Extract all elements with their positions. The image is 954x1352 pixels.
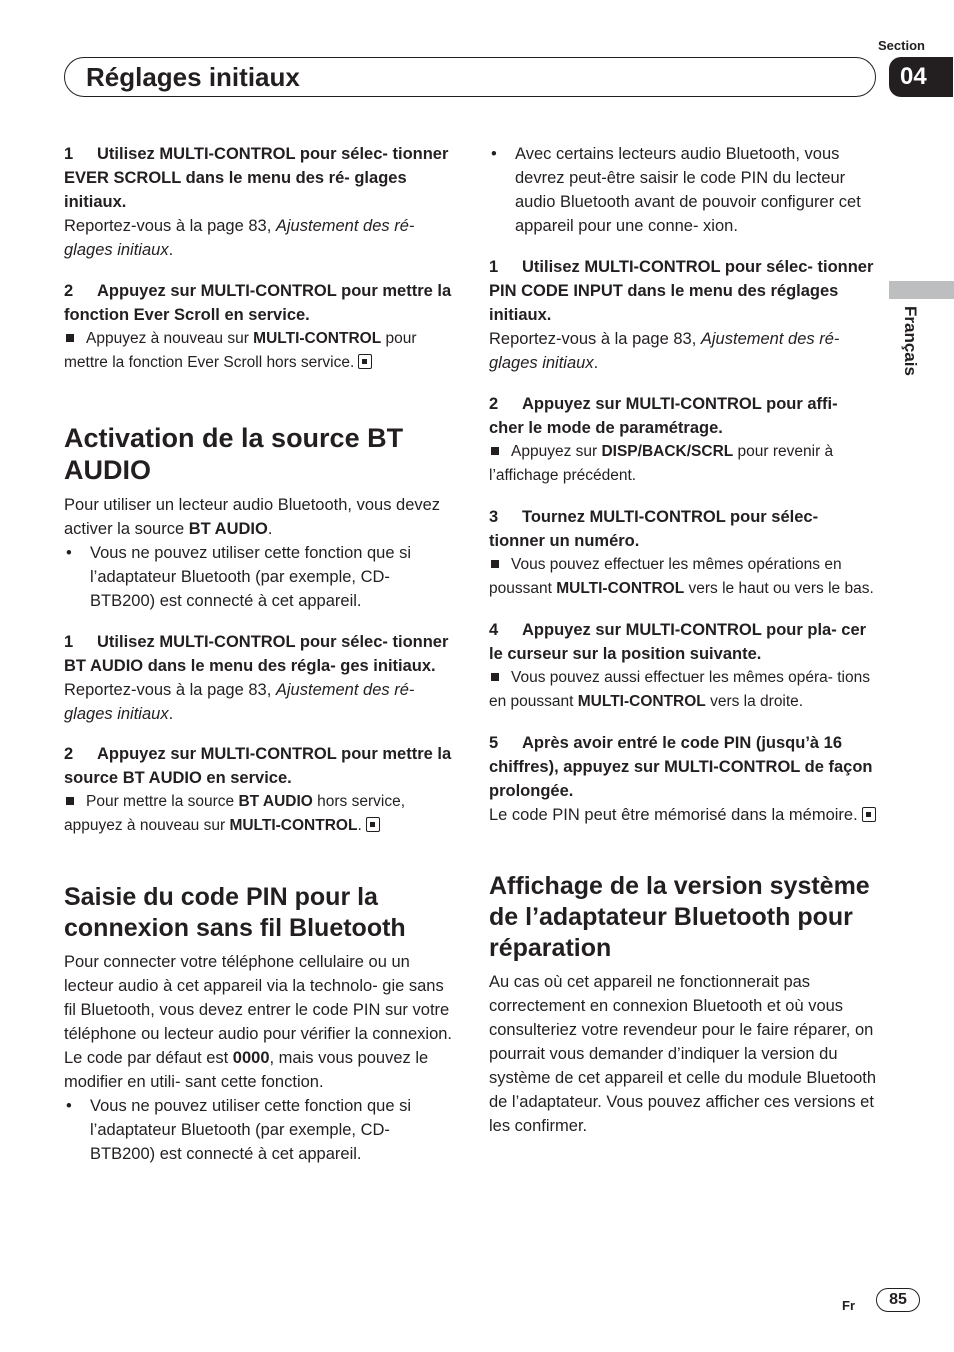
reference-text — [64, 214, 452, 262]
right-column — [489, 142, 877, 1138]
end-mark-icon — [358, 354, 372, 369]
step-title: Appuyez sur MULTI-CONTROL pour mettre la fonction Ever Scroll en service. — [64, 282, 452, 324]
intro-bold: BT AUDIO — [188, 520, 268, 538]
note-text: . — [357, 817, 362, 834]
step-2-bt-audio — [64, 742, 452, 790]
footer-language: Fr — [842, 1298, 855, 1313]
note-text: Appuyez à nouveau sur — [86, 330, 254, 347]
note-square-icon — [66, 334, 74, 342]
heading-bt-audio: Activation de la source BT AUDIO — [64, 423, 404, 485]
intro-text — [64, 493, 452, 541]
intro-text-part: Pour utiliser un lecteur audio Bluetooth, vous devez activer la source — [64, 496, 441, 538]
step-number: 2 — [64, 282, 74, 300]
end-mark-icon — [366, 817, 380, 832]
section-number-badge: 04 — [889, 57, 953, 97]
step-title: Tournez MULTI-CONTROL pour sélec- tionner un numéro. — [489, 508, 819, 550]
note-square-icon — [491, 560, 499, 568]
note — [64, 327, 452, 375]
intro-bold: 0000 — [232, 1049, 270, 1067]
intro-text — [64, 950, 452, 1094]
intro-text-part: . — [267, 520, 273, 538]
note-text: Pour mettre la source — [86, 793, 239, 810]
reference-link[interactable]: Ajustement des ré- glages initiaux — [64, 217, 415, 259]
step-title: Après avoir entré le code PIN (jusqu’à 16 chiffres), appuyez sur MULTI-CONTROL de façon prolongée. — [489, 734, 873, 800]
language-tab-label: Français — [901, 306, 920, 376]
step-5-pin — [489, 731, 877, 803]
page-number: 85 — [876, 1288, 920, 1312]
heading-version: Affichage de la version système de l’adaptateur Bluetooth pour réparation — [489, 872, 870, 962]
note-bold: MULTI-CONTROL — [229, 817, 358, 834]
bullet-item: • Vous ne pouvez utiliser cette fonction que si l’adaptateur Bluetooth (par exemple, CD- BTB200) est connecté à cet appareil. — [64, 541, 452, 613]
step-body-text: Le code PIN peut être mémorisé dans la mémoire. — [489, 806, 858, 824]
step-1-bt-audio — [64, 630, 452, 678]
reference-prefix: Reportez-vous à la page 83, — [64, 681, 276, 699]
note-bold: MULTI-CONTROL — [577, 693, 706, 710]
note-text: pour revenir à l’affichage précédent. — [489, 443, 834, 484]
step-title: Appuyez sur MULTI-CONTROL pour pla- cer le curseur sur la position suivante. — [489, 621, 867, 663]
heading-pin-code: Saisie du code PIN pour la connexion sans fil Bluetooth — [64, 883, 406, 942]
step-number: 5 — [489, 734, 499, 752]
page-title: Réglages initiaux — [86, 62, 300, 92]
note-text: Appuyez sur — [511, 443, 602, 460]
step-title: Appuyez sur MULTI-CONTROL pour affi- cher le mode de paramétrage. — [489, 395, 838, 437]
step-title: Utilisez MULTI-CONTROL pour sélec- tionner EVER SCROLL dans le menu des ré- glages initiaux. — [64, 145, 449, 211]
note-text: Vous pouvez effectuer les mêmes opérations en poussant — [489, 556, 842, 597]
note-bold: BT AUDIO — [238, 793, 313, 810]
intro-text-part: , mais vous pouvez le modifier en utili- sant cette fonction. — [64, 1049, 429, 1091]
note-square-icon — [491, 673, 499, 681]
note-text: hors service, appuyez à nouveau sur — [64, 793, 405, 834]
step-title: Appuyez sur MULTI-CONTROL pour mettre la source BT AUDIO en service. — [64, 745, 452, 787]
step-1-ever-scroll — [64, 142, 452, 214]
end-mark-icon — [862, 807, 876, 822]
reference-link[interactable]: Ajustement des ré- glages initiaux — [489, 330, 840, 372]
reference-text — [64, 678, 452, 726]
reference-suffix: . — [168, 241, 174, 259]
intro-text-part: Pour connecter votre téléphone cellulaire ou un lecteur audio à cet appareil via la technolo- gie sans fil Bluetooth, vous devez entrer le code PIN sur votre téléphone ou lecteur audio pour vérifier la connexion. Le code par défaut est — [64, 953, 453, 1067]
note — [64, 790, 452, 838]
step-body — [489, 803, 877, 827]
note-bold: MULTI-CONTROL — [253, 330, 382, 347]
note — [489, 666, 877, 714]
note-square-icon — [66, 797, 74, 805]
language-tab-bar — [889, 281, 954, 299]
note-text: Vous pouvez aussi effectuer les mêmes opéra- tions en poussant — [489, 669, 870, 710]
step-2-ever-scroll — [64, 279, 452, 327]
bullet-item: • Vous ne pouvez utiliser cette fonction que si l’adaptateur Bluetooth (par exemple, CD- BTB200) est connecté à cet appareil. — [64, 1094, 452, 1166]
note-square-icon — [491, 447, 499, 455]
step-title: Utilisez MULTI-CONTROL pour sélec- tionner BT AUDIO dans le menu des régla- ges initiaux. — [64, 633, 449, 675]
note — [489, 440, 877, 488]
reference-suffix: . — [168, 705, 174, 723]
step-number: 3 — [489, 508, 499, 526]
note-bold: MULTI-CONTROL — [556, 580, 685, 597]
step-number: 4 — [489, 621, 499, 639]
step-number: 1 — [64, 145, 74, 163]
step-2-pin — [489, 392, 877, 440]
left-column — [64, 142, 452, 1166]
step-title: Utilisez MULTI-CONTROL pour sélec- tionner PIN CODE INPUT dans le menu des réglages initiaux. — [489, 258, 874, 324]
step-number: 1 — [64, 633, 74, 651]
section-label: Section — [878, 38, 925, 53]
note-bold: DISP/BACK/SCRL — [601, 443, 734, 460]
reference-prefix: Reportez-vous à la page 83, — [489, 330, 701, 348]
step-4-pin — [489, 618, 877, 666]
step-3-pin — [489, 505, 877, 553]
reference-suffix: . — [593, 354, 599, 372]
note — [489, 553, 877, 601]
reference-text — [489, 327, 877, 375]
reference-prefix: Reportez-vous à la page 83, — [64, 217, 276, 235]
reference-link[interactable]: Ajustement des ré- glages initiaux — [64, 681, 415, 723]
step-number: 2 — [489, 395, 499, 413]
step-1-pin — [489, 255, 877, 327]
note-text: vers le haut ou vers le bas. — [684, 580, 874, 597]
step-number: 2 — [64, 745, 74, 763]
version-body: Au cas où cet appareil ne fonctionnerait pas correctement en connexion Bluetooth et où vous consulteriez votre revendeur pour le faire réparer, on pourrait vous demander d’indiquer la version du système de cet appareil et celle du module Bluetooth de l’adaptateur. Vous pouvez afficher ces versions et les confirmer. — [489, 973, 877, 1135]
step-number: 1 — [489, 258, 499, 276]
note-text: vers la droite. — [705, 693, 804, 710]
note-text: pour mettre la fonction Ever Scroll hors service. — [64, 330, 417, 371]
bullet-item: • Avec certains lecteurs audio Bluetooth, vous devrez peut-être saisir le code PIN du lecteur audio Bluetooth avant de pouvoir configurer cet appareil pour une conne- xion. — [489, 142, 877, 238]
